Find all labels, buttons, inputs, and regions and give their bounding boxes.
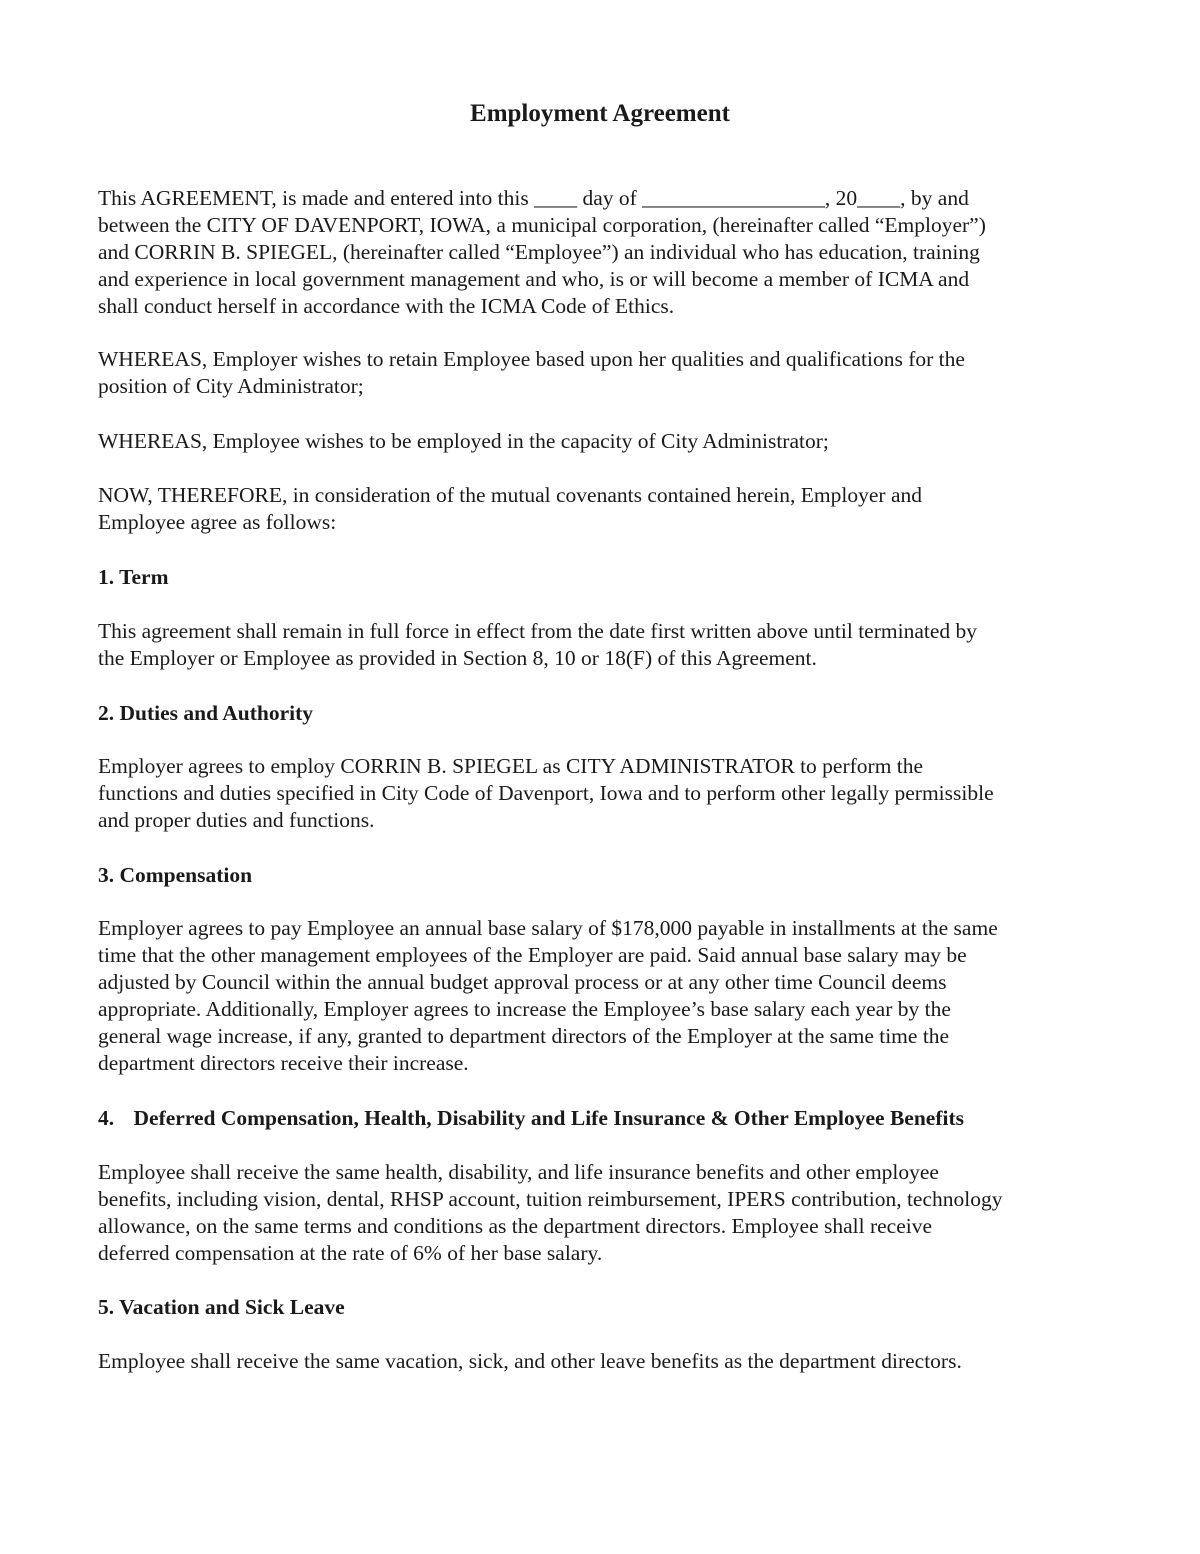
text-line: between the CITY OF DAVENPORT, IOWA, a municipal corporation, (hereinafter called “Employer”) <box>98 213 986 237</box>
preamble-paragraph <box>98 185 1098 320</box>
whereas-paragraph-2 <box>98 428 1098 455</box>
text-line: NOW, THEREFORE, in consideration of the mutual covenants contained herein, Employer and <box>98 483 922 507</box>
section-body-term <box>98 618 1098 672</box>
text-line: Employee shall receive the same vacation, sick, and other leave benefits as the department directors. <box>98 1349 962 1373</box>
text-line: general wage increase, if any, granted to department directors of the Employer at the same time the <box>98 1024 950 1048</box>
section-title: Term <box>119 565 169 589</box>
text-line: and CORRIN B. SPIEGEL, (hereinafter called “Employee”) an individual who has education, training <box>98 240 980 264</box>
section-body-duties <box>98 753 1098 834</box>
text-line: This AGREEMENT, is made and entered into this ____ day of _________________, 20____, by and <box>98 186 969 210</box>
text-line: position of City Administrator; <box>98 374 364 398</box>
section-title: Duties and Authority <box>119 701 314 725</box>
text-line: WHEREAS, Employer wishes to retain Employee based upon her qualities and qualifications for the <box>98 347 965 371</box>
text-line: Employer agrees to employ CORRIN B. SPIEGEL as CITY ADMINISTRATOR to perform the <box>98 754 924 778</box>
document-title: Employment Agreement <box>470 100 730 127</box>
section-heading-compensation <box>98 862 252 889</box>
text-line: benefits, including vision, dental, RHSP account, tuition reimbursement, IPERS contribution, technology <box>98 1187 1003 1211</box>
text-line: adjusted by Council within the annual budget approval process or at any other time Council deems <box>98 970 947 994</box>
whereas-paragraph-1 <box>98 346 1098 400</box>
section-number: 5. <box>98 1295 115 1319</box>
section-heading-leave <box>98 1294 345 1321</box>
section-title: Vacation and Sick Leave <box>119 1295 345 1319</box>
text-line: the Employer or Employee as provided in Section 8, 10 or 18(F) of this Agreement. <box>98 646 817 670</box>
section-heading-duties <box>98 700 313 727</box>
section-title: Deferred Compensation, Health, Disability and Life Insurance & Other Employee Benefits <box>133 1106 965 1130</box>
text-line: appropriate. Additionally, Employer agrees to increase the Employee’s base salary each year by the <box>98 997 951 1021</box>
section-body-compensation <box>98 915 1098 1077</box>
section-title: Compensation <box>119 863 253 887</box>
text-line: Employer agrees to pay Employee an annual base salary of $178,000 payable in installments at the same <box>98 916 998 940</box>
text-line: Employee shall receive the same health, disability, and life insurance benefits and other employee <box>98 1160 939 1184</box>
text-line: Employee agree as follows: <box>98 510 337 534</box>
text-line: and experience in local government management and who, is or will become a member of ICMA and <box>98 267 970 291</box>
section-body-leave <box>98 1348 1098 1375</box>
section-number: 3. <box>98 863 115 887</box>
section-number: 1. <box>98 565 115 589</box>
section-heading-term <box>98 564 169 591</box>
section-number: 4. <box>98 1106 115 1130</box>
now-therefore-paragraph <box>98 482 1098 536</box>
text-line: shall conduct herself in accordance with the ICMA Code of Ethics. <box>98 294 675 318</box>
text-line: WHEREAS, Employee wishes to be employed in the capacity of City Administrator; <box>98 429 829 453</box>
text-line: allowance, on the same terms and conditions as the department directors. Employee shall receive <box>98 1214 933 1238</box>
section-body-benefits <box>98 1159 1098 1267</box>
text-line: time that the other management employees of the Employer are paid. Said annual base salary may be <box>98 943 967 967</box>
section-heading-benefits <box>98 1105 964 1132</box>
text-line: department directors receive their increase. <box>98 1051 469 1075</box>
text-line: functions and duties specified in City Code of Davenport, Iowa and to perform other legally permissible <box>98 781 994 805</box>
text-line: and proper duties and functions. <box>98 808 375 832</box>
section-number: 2. <box>98 701 115 725</box>
text-line: This agreement shall remain in full force in effect from the date first written above until terminated by <box>98 619 978 643</box>
text-line: deferred compensation at the rate of 6% of her base salary. <box>98 1241 603 1265</box>
